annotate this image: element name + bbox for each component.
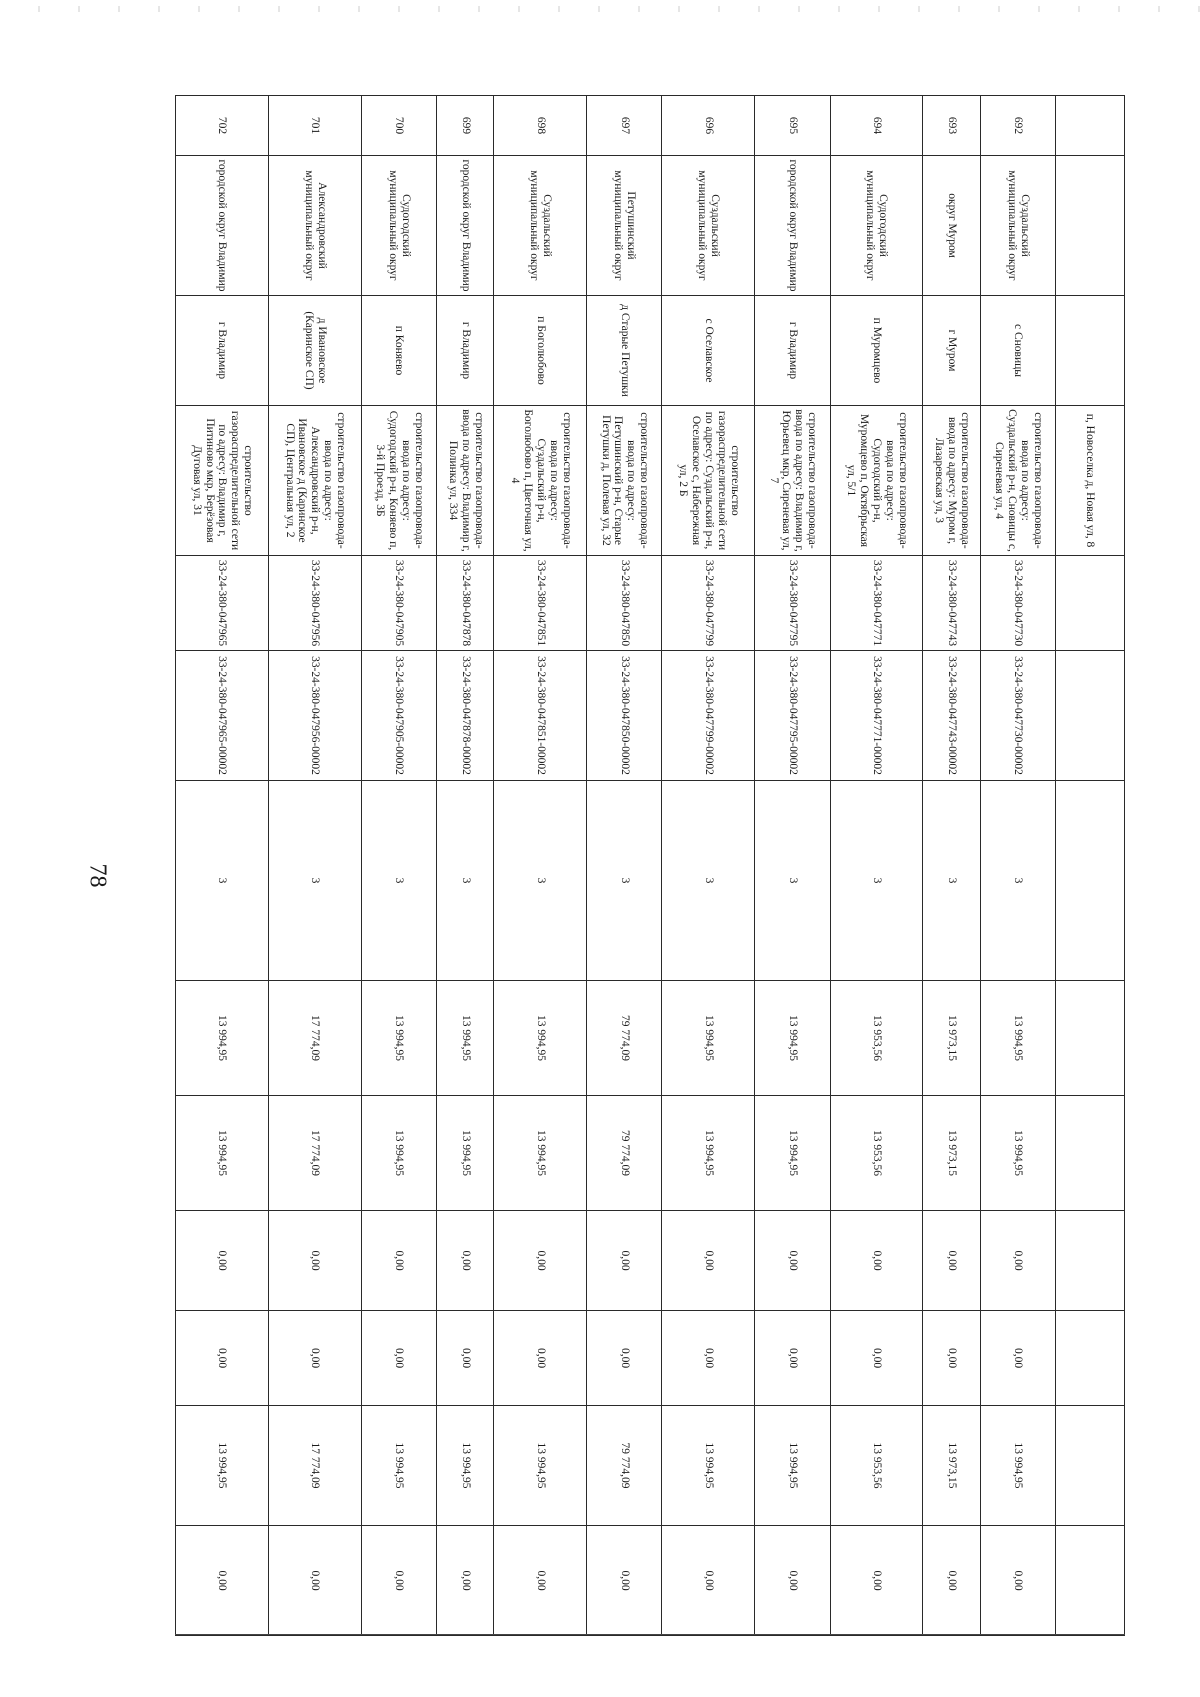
cell-amount-a: 0,00: [662, 1211, 755, 1311]
cell-amount-total: 13 994,95: [980, 981, 1055, 1096]
cell-object-id: 33-24-380-047851-00002: [494, 651, 587, 781]
cell-row-number: 692: [980, 96, 1055, 156]
cell-work-description: строительство газораспределительной сети по адресу: Владимир г, Питиново мкр, Берёзовая Дуговая ул, 31: [176, 406, 269, 556]
cell-amount-a: 0,00: [268, 1211, 361, 1311]
cell-work-description: строительство газопровода-ввода по адресу: Суздальский р-н, Боголюбово п, Цветочная ул, 4: [494, 406, 587, 556]
cell-row-number: 697: [587, 96, 662, 156]
cell-amount-b: 0,00: [830, 1311, 923, 1406]
cell-amount-d: 0,00: [437, 1526, 494, 1636]
cell-amount-a: 0,00: [755, 1211, 830, 1311]
cell-amount-d: 0,00: [494, 1526, 587, 1636]
page-number: 78: [84, 863, 111, 888]
cell-amount-c: 13 973,15: [923, 1406, 980, 1526]
cell-locality: г Владимир: [437, 296, 494, 406]
cell-district: Судогодский муниципальный округ: [830, 156, 923, 296]
cell-locality: с Оселавское: [662, 296, 755, 406]
cell-object-code: 33-24-380-047905: [361, 556, 436, 651]
cell-empty: [1056, 556, 1125, 651]
cell-empty: [1056, 1211, 1125, 1311]
cell-amount-d: 0,00: [923, 1526, 980, 1636]
cell-amount-plan: 13 994,95: [494, 1096, 587, 1211]
cell-object-id: 33-24-380-047905-00002: [361, 651, 436, 781]
cell-category: 3: [830, 781, 923, 981]
cell-row-number: 701: [268, 96, 361, 156]
cell-locality: д Старые Петушки: [587, 296, 662, 406]
cell-object-code: 33-24-380-047771: [830, 556, 923, 651]
table-row: [980, 96, 1055, 1636]
cell-amount-plan: 13 994,95: [755, 1096, 830, 1211]
cell-amount-plan: 13 953,56: [830, 1096, 923, 1211]
cell-object-id: 33-24-380-047956-00002: [268, 651, 361, 781]
cell-category: 3: [587, 781, 662, 981]
cell-row-number: 698: [494, 96, 587, 156]
cell-amount-c: 13 953,56: [830, 1406, 923, 1526]
cell-amount-b: 0,00: [176, 1311, 269, 1406]
cell-row-number: 699: [437, 96, 494, 156]
cell-amount-d: 0,00: [830, 1526, 923, 1636]
cell-amount-b: 0,00: [494, 1311, 587, 1406]
cell-empty: [1056, 296, 1125, 406]
cell-amount-c: 79 774,09: [587, 1406, 662, 1526]
cell-empty: [1056, 1526, 1125, 1636]
cell-category: 3: [494, 781, 587, 981]
cell-amount-a: 0,00: [830, 1211, 923, 1311]
cell-work-description: строительство газопровода-ввода по адресу: Владимир г, Полинка ул, 334: [437, 406, 494, 556]
table-row: [830, 96, 923, 1636]
cell-district: городской округ Владимир: [755, 156, 830, 296]
cell-empty: [1056, 156, 1125, 296]
cell-amount-b: 0,00: [268, 1311, 361, 1406]
cell-empty: [1056, 1311, 1125, 1406]
table-row: [494, 96, 587, 1636]
cell-category: 3: [268, 781, 361, 981]
cell-continued-address: п, Новоселка д, Новая ул, 8: [1056, 406, 1125, 556]
cell-amount-b: 0,00: [980, 1311, 1055, 1406]
cell-object-code: 33-24-380-047956: [268, 556, 361, 651]
cell-work-description: строительство газопровода-ввода по адресу: Владимир г, Юрьевец мкр, Сиреневая ул, 7: [755, 406, 830, 556]
cell-amount-plan: 17 774,09: [268, 1096, 361, 1211]
cell-amount-plan: 13 994,95: [662, 1096, 755, 1211]
cell-work-description: строительство газопровода-ввода по адресу: Муром г, Лазаревская ул, 3: [923, 406, 980, 556]
cell-object-id: 33-24-380-047965-00002: [176, 651, 269, 781]
data-table: [175, 95, 1125, 1636]
cell-object-id: 33-24-380-047878-00002: [437, 651, 494, 781]
cell-amount-d: 0,00: [176, 1526, 269, 1636]
cell-district: Суздальский муниципальный округ: [494, 156, 587, 296]
cell-district: Александровский муниципальный округ: [268, 156, 361, 296]
scan-artifact: [0, 6, 1200, 12]
cell-empty: [1056, 781, 1125, 981]
cell-locality: п Боголюбово: [494, 296, 587, 406]
cell-category: 3: [662, 781, 755, 981]
cell-object-code: 33-24-380-047878: [437, 556, 494, 651]
cell-amount-b: 0,00: [662, 1311, 755, 1406]
cell-amount-d: 0,00: [755, 1526, 830, 1636]
cell-category: 3: [755, 781, 830, 981]
cell-amount-a: 0,00: [494, 1211, 587, 1311]
cell-district: округ Муром: [923, 156, 980, 296]
rotated-table-container: [175, 95, 1125, 1635]
cell-category: 3: [176, 781, 269, 981]
cell-category: 3: [437, 781, 494, 981]
cell-district: городской округ Владимир: [437, 156, 494, 296]
cell-amount-plan: 13 973,15: [923, 1096, 980, 1211]
cell-district: Судогодский муниципальный округ: [361, 156, 436, 296]
cell-category: 3: [980, 781, 1055, 981]
cell-district: Суздальский муниципальный округ: [980, 156, 1055, 296]
cell-amount-b: 0,00: [587, 1311, 662, 1406]
cell-amount-c: 13 994,95: [755, 1406, 830, 1526]
cell-amount-total: 13 994,95: [494, 981, 587, 1096]
cell-amount-a: 0,00: [923, 1211, 980, 1311]
cell-amount-c: 13 994,95: [361, 1406, 436, 1526]
cell-amount-b: 0,00: [437, 1311, 494, 1406]
cell-amount-total: 13 973,15: [923, 981, 980, 1096]
cell-row-number: 695: [755, 96, 830, 156]
cell-work-description: строительство газопровода-ввода по адресу: Суздальский р-н, Сновицы с, Сиреневая ул, 4: [980, 406, 1055, 556]
cell-work-description: строительство газопровода-ввода по адресу: Александровский р-н, Ивановское д (Каринское СП), Центральная ул, 2: [268, 406, 361, 556]
table-row: [755, 96, 830, 1636]
cell-amount-total: 13 994,95: [755, 981, 830, 1096]
cell-empty: [1056, 651, 1125, 781]
cell-amount-plan: 13 994,95: [437, 1096, 494, 1211]
cell-row-number: 696: [662, 96, 755, 156]
cell-amount-plan: 13 994,95: [980, 1096, 1055, 1211]
cell-amount-a: 0,00: [587, 1211, 662, 1311]
cell-amount-d: 0,00: [587, 1526, 662, 1636]
cell-amount-total: 13 953,56: [830, 981, 923, 1096]
cell-category: 3: [923, 781, 980, 981]
cell-work-description: строительство газопровода-ввода по адресу: Судогодский р-н, Муромцево п, Октябрьская ул, 5/1: [830, 406, 923, 556]
cell-locality: д Ивановское (Каринское СП): [268, 296, 361, 406]
cell-amount-total: 13 994,95: [176, 981, 269, 1096]
cell-category: 3: [361, 781, 436, 981]
cell-object-id: 33-24-380-047795-00002: [755, 651, 830, 781]
page-bottom-rule: [175, 1634, 1125, 1635]
cell-amount-c: 13 994,95: [437, 1406, 494, 1526]
cell-district: Суздальский муниципальный округ: [662, 156, 755, 296]
cell-amount-total: 13 994,95: [437, 981, 494, 1096]
cell-locality: г Муром: [923, 296, 980, 406]
cell-object-id: 33-24-380-047771-00002: [830, 651, 923, 781]
cell-work-description: строительство газопровода-ввода по адресу: Петушинский р-н, Старые Петушки д, Полевая ул, 32: [587, 406, 662, 556]
table-row: [587, 96, 662, 1636]
cell-amount-c: 13 994,95: [980, 1406, 1055, 1526]
cell-object-id: 33-24-380-047743-00002: [923, 651, 980, 781]
cell-amount-plan: 79 774,09: [587, 1096, 662, 1211]
cell-locality: п Муромцево: [830, 296, 923, 406]
cell-amount-total: 79 774,09: [587, 981, 662, 1096]
cell-amount-a: 0,00: [437, 1211, 494, 1311]
cell-empty: [1056, 981, 1125, 1096]
cell-amount-c: 13 994,95: [494, 1406, 587, 1526]
cell-object-id: 33-24-380-047730-00002: [980, 651, 1055, 781]
continuation-row: [1056, 96, 1125, 1636]
table-row: [176, 96, 269, 1636]
cell-object-code: 33-24-380-047850: [587, 556, 662, 651]
cell-amount-c: 13 994,95: [176, 1406, 269, 1526]
cell-amount-b: 0,00: [361, 1311, 436, 1406]
cell-amount-total: 13 994,95: [662, 981, 755, 1096]
cell-object-code: 33-24-380-047730: [980, 556, 1055, 651]
cell-amount-b: 0,00: [923, 1311, 980, 1406]
cell-row-number: 693: [923, 96, 980, 156]
cell-locality: п Коняево: [361, 296, 436, 406]
cell-row-number: 694: [830, 96, 923, 156]
cell-amount-a: 0,00: [361, 1211, 436, 1311]
cell-district: Петушинский муниципальный округ: [587, 156, 662, 296]
cell-work-description: строительство газораспределительной сети по адресу: Суздальский р-н, Оселавское с, Набережная ул, 2 Б: [662, 406, 755, 556]
cell-amount-total: 17 774,09: [268, 981, 361, 1096]
cell-amount-plan: 13 994,95: [176, 1096, 269, 1211]
cell-row-number: 700: [361, 96, 436, 156]
cell-work-description: строительство газопровода-ввода по адресу: Судогодский р-н, Коняево п, 3-й Проезд, 3Б: [361, 406, 436, 556]
table-row: [268, 96, 361, 1636]
cell-amount-c: 13 994,95: [662, 1406, 755, 1526]
cell-amount-c: 17 774,09: [268, 1406, 361, 1526]
cell-locality: г Владимир: [755, 296, 830, 406]
cell-empty: [1056, 1096, 1125, 1211]
cell-object-code: 33-24-380-047799: [662, 556, 755, 651]
cell-object-id: 33-24-380-047799-00002: [662, 651, 755, 781]
cell-amount-plan: 13 994,95: [361, 1096, 436, 1211]
cell-object-code: 33-24-380-047795: [755, 556, 830, 651]
cell-locality: г Владимир: [176, 296, 269, 406]
table-row: [437, 96, 494, 1636]
cell-object-id: 33-24-380-047850-00002: [587, 651, 662, 781]
cell-amount-b: 0,00: [755, 1311, 830, 1406]
cell-object-code: 33-24-380-047743: [923, 556, 980, 651]
cell-district: городской округ Владимир: [176, 156, 269, 296]
cell-amount-d: 0,00: [361, 1526, 436, 1636]
cell-row-number: 702: [176, 96, 269, 156]
cell-amount-a: 0,00: [176, 1211, 269, 1311]
cell-empty: [1056, 96, 1125, 156]
cell-amount-a: 0,00: [980, 1211, 1055, 1311]
table-row: [361, 96, 436, 1636]
cell-object-code: 33-24-380-047965: [176, 556, 269, 651]
table-row: [662, 96, 755, 1636]
table-row: [923, 96, 980, 1636]
cell-amount-total: 13 994,95: [361, 981, 436, 1096]
cell-object-code: 33-24-380-047851: [494, 556, 587, 651]
cell-amount-d: 0,00: [268, 1526, 361, 1636]
cell-empty: [1056, 1406, 1125, 1526]
cell-amount-d: 0,00: [980, 1526, 1055, 1636]
cell-locality: с Сновицы: [980, 296, 1055, 406]
cell-amount-d: 0,00: [662, 1526, 755, 1636]
